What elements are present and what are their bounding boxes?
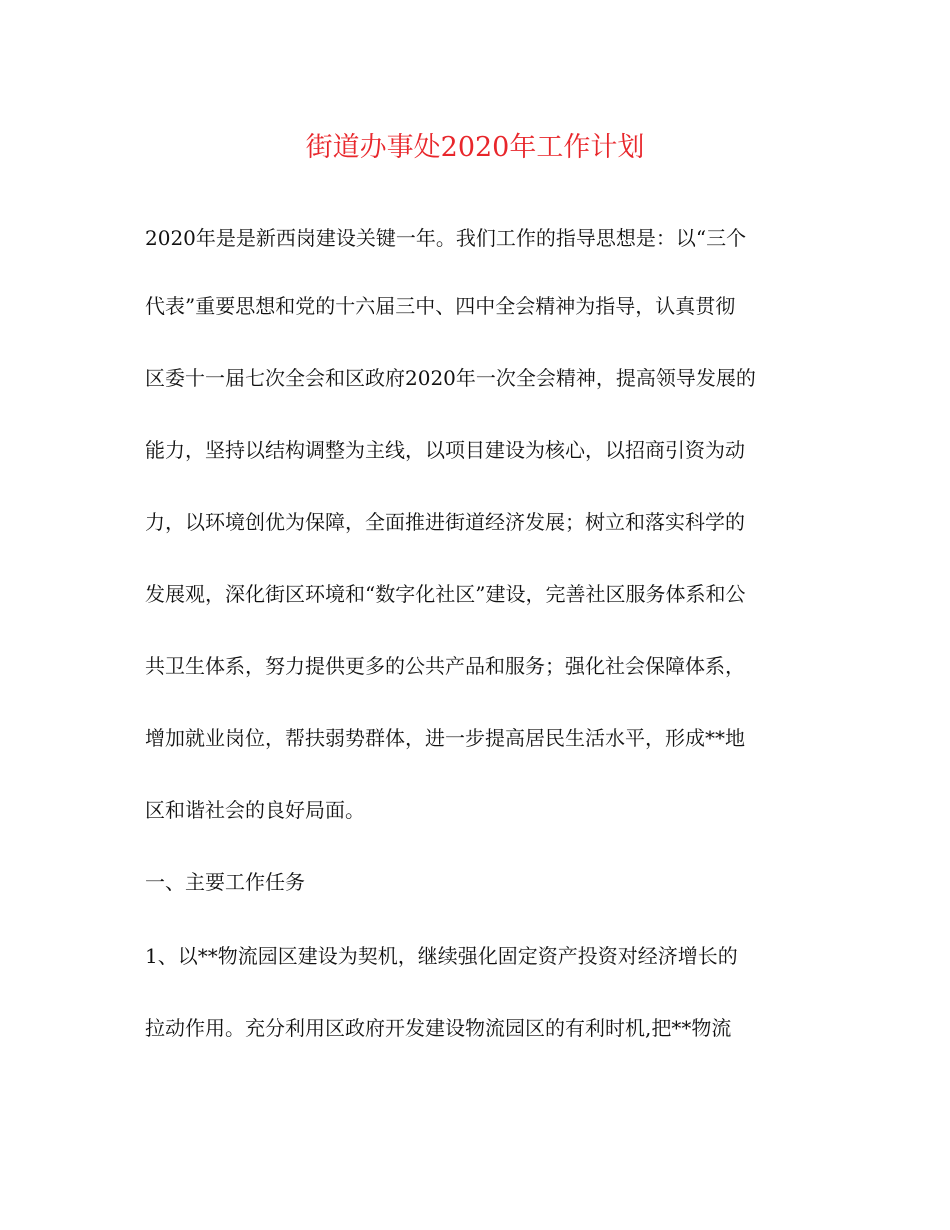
paragraph-line: 区委十一届七次全会和区政府2020年一次全会精神，提高领导发展的 (145, 366, 756, 390)
paragraph-line: 能力，坚持以结构调整为主线，以项目建设为核心，以招商引资为动 (145, 438, 745, 462)
paragraph-line: 拉动作用。充分利用区政府开发建设物流园区的有利时机,把**物流 (145, 1016, 732, 1040)
paragraph-line: 发展观，深化街区环境和“数字化社区”建设，完善社区服务体系和公 (145, 582, 746, 606)
paragraph-line: 力，以环境创优为保障，全面推进街道经济发展；树立和落实科学的 (145, 510, 745, 534)
paragraph-line: 1、以**物流园区建设为契机，继续强化固定资产投资对经济增长的 (145, 944, 738, 968)
section-heading: 一、主要工作任务 (145, 870, 305, 894)
document-title: 街道办事处2020年工作计划 (305, 132, 645, 163)
paragraph-line: 增加就业岗位，帮扶弱势群体，进一步提高居民生活水平，形成**地 (145, 726, 745, 750)
paragraph-line: 2020年是是新西岗建设关键一年。我们工作的指导思想是：以“三个 (145, 226, 747, 250)
paragraph-line: 区和谐社会的良好局面。 (145, 798, 365, 822)
paragraph-line: 共卫生体系，努力提供更多的公共产品和服务；强化社会保障体系， (145, 654, 745, 678)
paragraph-line: 代表”重要思想和党的十六届三中、四中全会精神为指导，认真贯彻 (145, 294, 736, 318)
